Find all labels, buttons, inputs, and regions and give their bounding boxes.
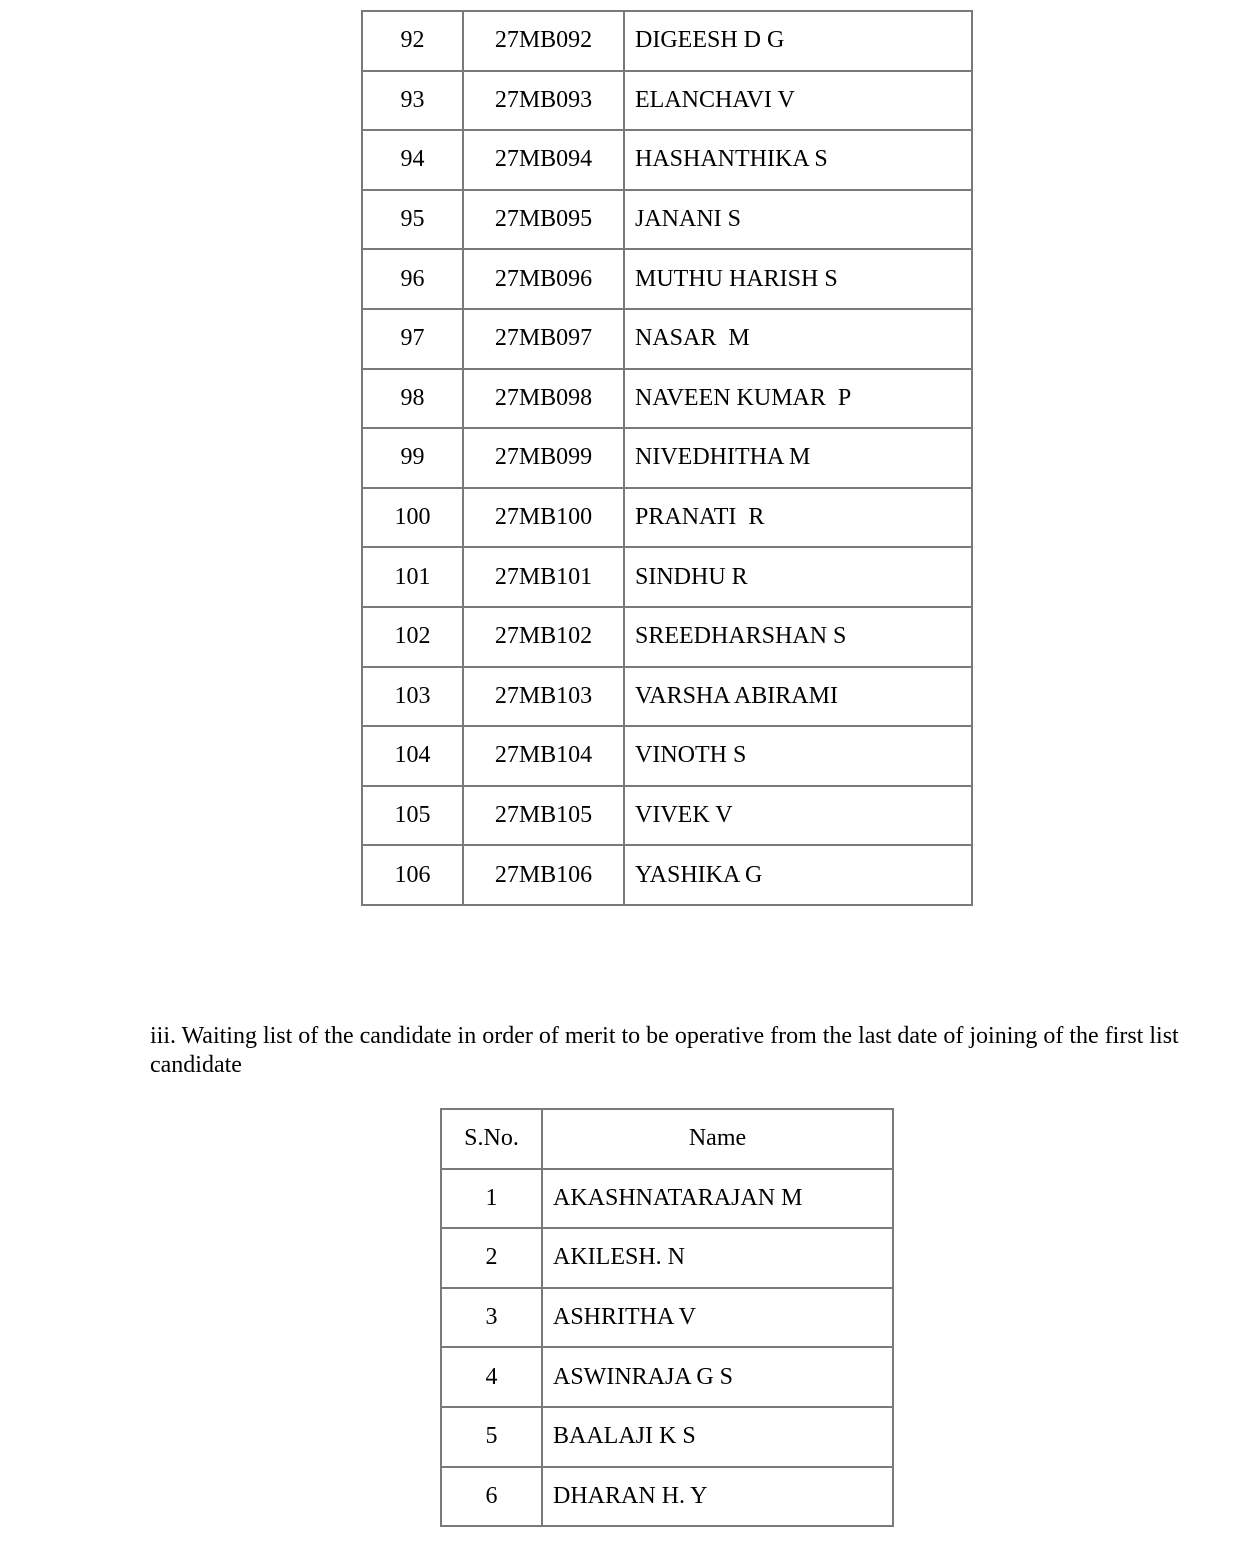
serial-number-cell: 1	[441, 1169, 542, 1229]
candidate-name-cell: NAVEEN KUMAR P	[624, 369, 972, 429]
candidate-name-cell: NIVEDHITHA M	[624, 428, 972, 488]
candidate-name-cell: DIGEESH D G	[624, 11, 972, 71]
candidate-name-cell: BAALAJI K S	[542, 1407, 893, 1467]
candidate-name-cell: JANANI S	[624, 190, 972, 250]
serial-number-cell: 100	[362, 488, 463, 548]
table-row	[362, 249, 972, 309]
roll-number-cell: 27MB101	[463, 547, 624, 607]
table-row	[362, 845, 972, 905]
serial-number-cell: 102	[362, 607, 463, 667]
table-row	[362, 547, 972, 607]
table-row	[441, 1228, 893, 1288]
roll-number-cell: 27MB098	[463, 369, 624, 429]
serial-number-cell: 92	[362, 11, 463, 71]
roll-number-cell: 27MB106	[463, 845, 624, 905]
table-row	[362, 726, 972, 786]
table-row	[441, 1288, 893, 1348]
serial-number-cell: 3	[441, 1288, 542, 1348]
table-row	[441, 1169, 893, 1229]
candidate-name-cell: DHARAN H. Y	[542, 1467, 893, 1527]
column-header-sno: S.No.	[441, 1109, 542, 1169]
serial-number-cell: 94	[362, 130, 463, 190]
table-row	[362, 11, 972, 71]
table-row	[441, 1347, 893, 1407]
roll-number-cell: 27MB097	[463, 309, 624, 369]
serial-number-cell: 98	[362, 369, 463, 429]
candidate-name-cell: PRANATI R	[624, 488, 972, 548]
table-row	[362, 667, 972, 727]
roll-number-cell: 27MB092	[463, 11, 624, 71]
candidate-name-cell: SINDHU R	[624, 547, 972, 607]
serial-number-cell: 2	[441, 1228, 542, 1288]
roll-number-cell: 27MB095	[463, 190, 624, 250]
waiting-list-heading: iii. Waiting list of the candidate in order of merit to be operative from the last date of joining of the first list candidate	[150, 1023, 1179, 1078]
merit-list-table	[361, 10, 973, 906]
table-row	[362, 309, 972, 369]
candidate-name-cell: SREEDHARSHAN S	[624, 607, 972, 667]
roll-number-cell: 27MB102	[463, 607, 624, 667]
serial-number-cell: 95	[362, 190, 463, 250]
serial-number-cell: 106	[362, 845, 463, 905]
table-row	[362, 428, 972, 488]
serial-number-cell: 101	[362, 547, 463, 607]
candidate-name-cell: VINOTH S	[624, 726, 972, 786]
merit-list-body	[362, 11, 972, 905]
table-row	[362, 607, 972, 667]
roll-number-cell: 27MB103	[463, 667, 624, 727]
roll-number-cell: 27MB105	[463, 786, 624, 846]
candidate-name-cell: AKASHNATARAJAN M	[542, 1169, 893, 1229]
serial-number-cell: 96	[362, 249, 463, 309]
candidate-name-cell: ELANCHAVI V	[624, 71, 972, 131]
serial-number-cell: 5	[441, 1407, 542, 1467]
table-row	[362, 369, 972, 429]
roll-number-cell: 27MB104	[463, 726, 624, 786]
table-row	[441, 1467, 893, 1527]
roll-number-cell: 27MB100	[463, 488, 624, 548]
serial-number-cell: 103	[362, 667, 463, 727]
serial-number-cell: 105	[362, 786, 463, 846]
table-row	[441, 1407, 893, 1467]
serial-number-cell: 104	[362, 726, 463, 786]
serial-number-cell: 99	[362, 428, 463, 488]
serial-number-cell: 93	[362, 71, 463, 131]
candidate-name-cell: ASWINRAJA G S	[542, 1347, 893, 1407]
table-row	[362, 190, 972, 250]
waiting-list-header-row	[441, 1109, 893, 1169]
roll-number-cell: 27MB096	[463, 249, 624, 309]
table-row	[362, 488, 972, 548]
candidate-name-cell: VARSHA ABIRAMI	[624, 667, 972, 727]
roll-number-cell: 27MB093	[463, 71, 624, 131]
candidate-name-cell: VIVEK V	[624, 786, 972, 846]
table-row	[362, 71, 972, 131]
roll-number-cell: 27MB099	[463, 428, 624, 488]
waiting-list-table	[440, 1108, 894, 1527]
table-row	[362, 130, 972, 190]
candidate-name-cell: AKILESH. N	[542, 1228, 893, 1288]
serial-number-cell: 4	[441, 1347, 542, 1407]
candidate-name-cell: YASHIKA G	[624, 845, 972, 905]
candidate-name-cell: HASHANTHIKA S	[624, 130, 972, 190]
waiting-list-body	[441, 1169, 893, 1527]
candidate-name-cell: ASHRITHA V	[542, 1288, 893, 1348]
serial-number-cell: 6	[441, 1467, 542, 1527]
column-header-name: Name	[542, 1109, 893, 1169]
table-row	[362, 786, 972, 846]
serial-number-cell: 97	[362, 309, 463, 369]
roll-number-cell: 27MB094	[463, 130, 624, 190]
candidate-name-cell: MUTHU HARISH S	[624, 249, 972, 309]
candidate-name-cell: NASAR M	[624, 309, 972, 369]
